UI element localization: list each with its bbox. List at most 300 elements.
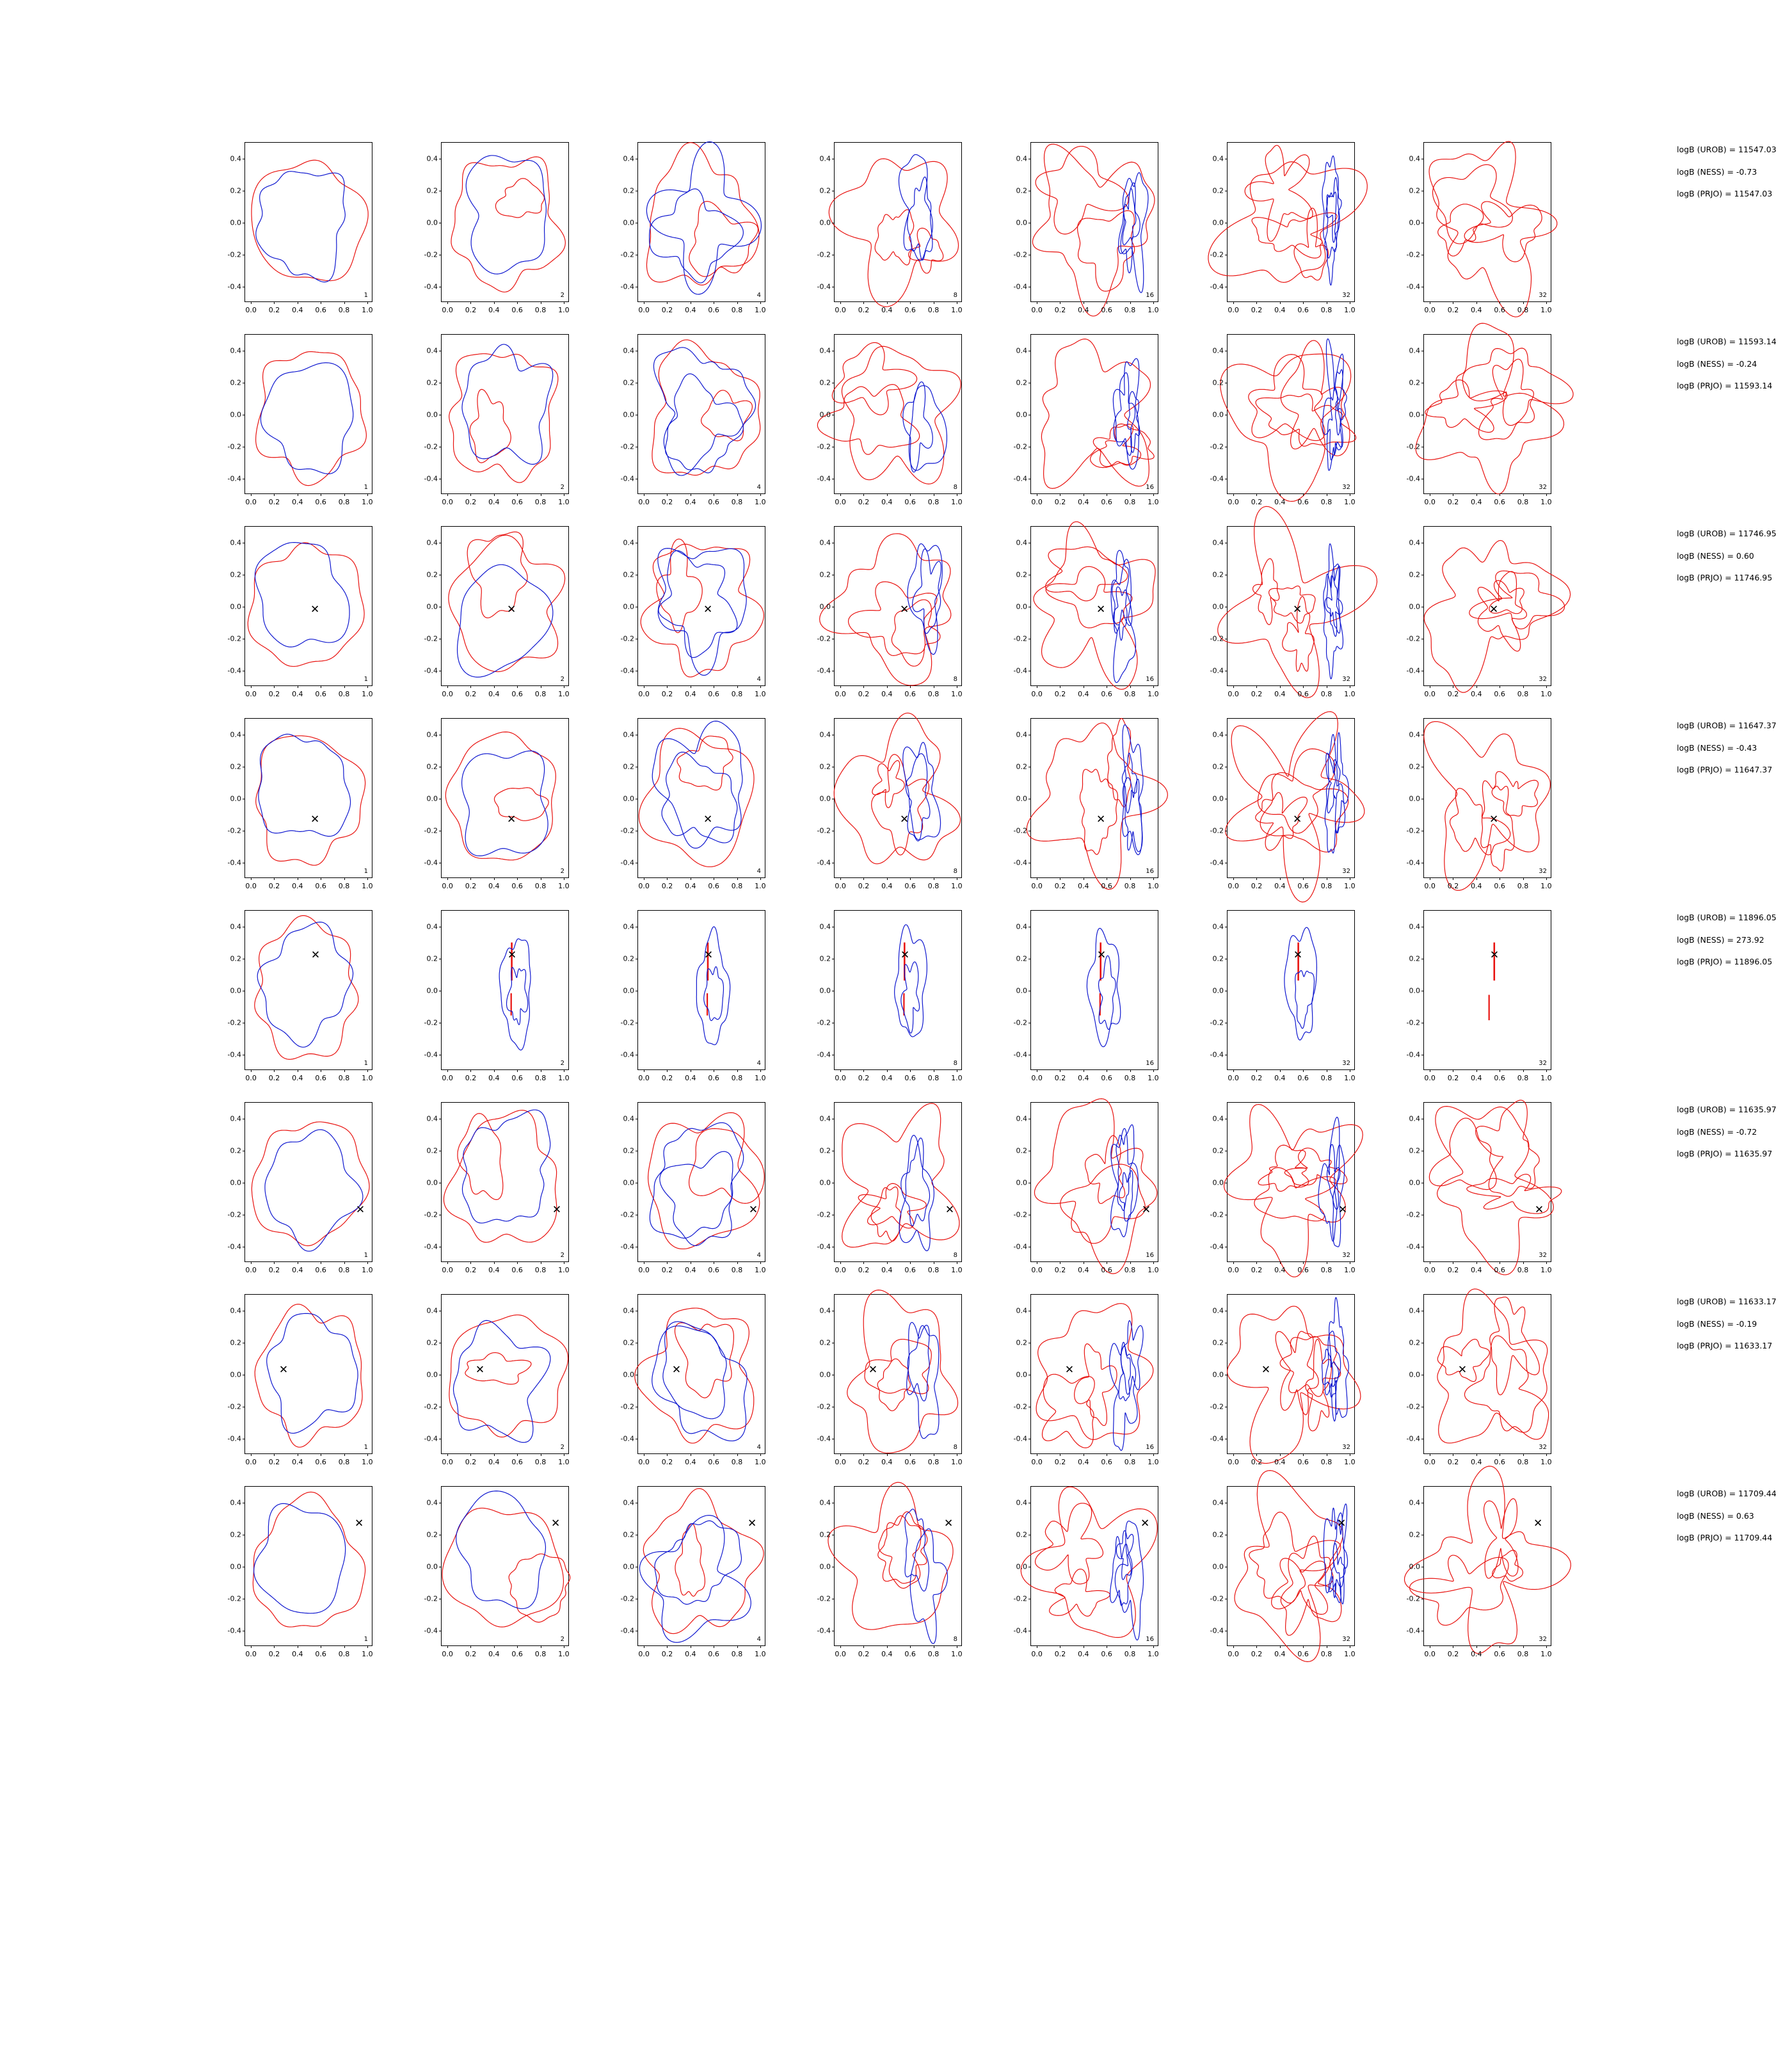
contour-panel[interactable] [604,710,774,896]
y-axis-tick-label: -0.4 [620,474,634,483]
contour-panel[interactable] [801,902,970,1088]
contour-panel[interactable] [801,518,970,704]
x-axis-tick-label: 0.2 [1251,1266,1263,1274]
y-axis-tick-label: -0.4 [227,1626,241,1635]
x-axis-tick-label: 1.0 [951,882,963,890]
x-axis-tick-label: 0.8 [1517,498,1529,506]
panel-axes [1013,1102,1159,1274]
x-axis-tick-label: 0.2 [1054,690,1066,698]
x-axis-tick-mark [251,1069,252,1072]
x-axis-tick-label: 0.8 [1320,1266,1332,1274]
x-axis-tick-label: 0.4 [881,1074,893,1082]
contour-panel[interactable] [408,134,577,320]
x-axis-tick-label: 1.0 [755,1266,766,1274]
contour-panel[interactable] [1390,902,1560,1088]
panel-axes [1406,526,1552,698]
x-axis-tick-label: 0.0 [1031,1074,1043,1082]
contour-panel[interactable] [211,902,381,1088]
x-axis-tick-label: 1.0 [951,690,963,698]
data-marker-x: ✕ [355,1203,365,1216]
y-axis-tick-label: -0.4 [424,474,438,483]
x-axis-tick-mark [274,301,275,304]
x-axis-tick-label: 0.2 [858,1266,870,1274]
x-axis-tick-label: 0.0 [1424,306,1436,314]
contour-panel[interactable] [211,1094,381,1280]
y-axis-tick-label: 0.2 [1409,1146,1420,1155]
contour-panel[interactable] [997,902,1167,1088]
x-axis-tick-mark [494,1261,495,1264]
contour-lines [1031,335,1158,493]
contour-panel[interactable] [997,710,1167,896]
x-axis-tick-label: 0.4 [685,1458,696,1466]
panel-axes [817,526,963,698]
contour-lines [835,335,961,493]
y-axis-tick-label: -0.4 [424,666,438,675]
y-axis-tick-label: -0.2 [1013,1210,1027,1219]
x-axis-tick-mark [1153,1453,1154,1456]
contour-panel[interactable] [997,1286,1167,1472]
log-bayes-factor-text: logB (UROB) = 11709.44 [1677,1489,1777,1498]
panel-component-count: 32 [1539,676,1547,683]
x-axis-tick-mark [470,877,471,880]
x-axis-tick-label: 0.4 [1078,1650,1089,1658]
x-axis-tick-label: 0.4 [1471,498,1482,506]
log-bayes-factor-text: logB (UROB) = 11633.17 [1677,1297,1777,1306]
x-axis-tick-mark [737,301,738,304]
y-axis-tick-label: 0.0 [1212,1562,1224,1571]
contour-panel[interactable] [997,134,1167,320]
y-axis-tick-label: -0.2 [620,442,634,451]
contour-panel[interactable] [604,1286,774,1472]
x-axis-tick-mark [1523,1453,1524,1456]
y-axis-tick-label: 0.2 [230,186,241,195]
x-axis-tick-label: 0.0 [1424,1458,1436,1466]
contour-panel[interactable] [211,710,381,896]
x-axis-tick-label: 0.6 [708,1074,719,1082]
panel-component-count: 8 [953,484,957,491]
contour-panel[interactable] [408,1478,577,1664]
y-axis-tick-label: 0.2 [1409,1338,1420,1347]
x-axis-tick-mark [251,877,252,880]
contour-panel[interactable] [1194,326,1363,512]
contour-panel[interactable] [408,1094,577,1280]
x-axis-tick-mark [1523,493,1524,496]
x-axis-tick-label: 0.8 [338,306,350,314]
x-axis-tick-label: 0.4 [1274,1266,1286,1274]
contour-panel[interactable] [801,1478,970,1664]
contour-panel[interactable] [801,1094,970,1280]
contour-lines [245,1487,372,1645]
x-axis-tick-mark [1130,493,1131,496]
x-axis-tick-label: 0.6 [708,690,719,698]
x-axis-tick-mark [667,1069,668,1072]
panel-component-count: 2 [560,1252,564,1259]
data-marker-x: ✕ [1489,603,1499,616]
x-axis-tick-label: 1.0 [951,1650,963,1658]
x-axis-tick-label: 0.0 [1031,882,1043,890]
y-axis-tick-label: 0.2 [1409,186,1420,195]
y-axis-tick-label: 0.4 [426,1114,438,1123]
contour-panel[interactable] [801,710,970,896]
x-axis-tick-label: 0.8 [534,1650,547,1658]
contour-panel[interactable] [801,326,970,512]
data-marker-x: ✕ [1338,1203,1348,1216]
log-bayes-factor-text: logB (UROB) = 11593.14 [1677,337,1777,346]
panel-component-count: 4 [756,484,761,491]
x-axis-tick-mark [1303,1261,1304,1264]
contour-panel[interactable] [604,326,774,512]
x-axis-tick-mark [737,877,738,880]
y-axis-tick-label: 0.2 [1409,378,1420,387]
contour-lines [638,143,765,301]
x-axis-tick-label: 0.6 [1101,498,1112,506]
contour-panel[interactable] [997,1094,1167,1280]
x-axis-tick-label: 1.0 [1344,1650,1356,1658]
y-axis-tick-label: 0.0 [623,986,634,995]
x-axis-tick-label: 0.2 [661,498,673,506]
contour-panel[interactable] [1390,1286,1560,1472]
x-axis-tick-label: 1.0 [558,306,570,314]
contour-panel[interactable] [604,518,774,704]
x-axis-tick-label: 1.0 [1148,1074,1159,1082]
y-axis-tick-label: 0.0 [623,1562,634,1571]
contour-lines [1228,527,1354,685]
panel-axes [1210,334,1356,506]
x-axis-tick-label: 0.4 [488,1266,500,1274]
x-axis-tick-label: 0.0 [1228,1650,1239,1658]
panel-axes [1406,1486,1552,1658]
x-axis-tick-mark [470,1069,471,1072]
panel-axes [817,142,963,314]
contour-panel[interactable] [1390,1478,1560,1664]
contour-panel[interactable] [604,1094,774,1280]
x-axis-tick-label: 0.4 [1078,498,1089,506]
x-axis-tick-label: 0.4 [292,1074,303,1082]
x-axis-tick-label: 0.2 [1447,498,1459,506]
x-axis-tick-mark [1546,1069,1547,1072]
panel-component-count: 32 [1539,1060,1547,1067]
panel-component-count: 32 [1539,292,1547,299]
contour-panel[interactable] [1194,710,1363,896]
log-bayes-factor-text: logB (NESS) = 0.63 [1677,1510,1754,1521]
contour-panel[interactable] [801,1286,970,1472]
x-axis-tick-label: 0.0 [245,1266,257,1274]
x-axis-tick-mark [367,1645,368,1648]
x-axis-tick-label: 0.4 [881,882,893,890]
contour-panel[interactable] [211,1478,381,1664]
x-axis-tick-mark [1476,301,1477,304]
y-axis-tick-label: 0.0 [623,218,634,227]
data-marker-x: ✕ [1292,603,1302,616]
y-axis-tick-label: 0.4 [230,1498,241,1507]
x-axis-tick-mark [910,1645,911,1648]
data-marker-x: ✕ [671,1363,682,1376]
contour-panel[interactable] [1194,1478,1363,1664]
x-axis-tick-label: 0.8 [927,882,940,890]
contour-panel[interactable] [1390,134,1560,320]
x-axis-tick-label: 0.0 [442,882,453,890]
y-axis-tick-label: -0.4 [1406,1626,1420,1635]
contour-panel[interactable] [1194,134,1363,320]
data-marker-x: ✕ [310,603,320,616]
x-axis-tick-mark [840,1645,841,1648]
y-axis-tick-label: -0.4 [1013,1242,1027,1251]
x-axis-tick-mark [1256,301,1257,304]
y-axis-tick-label: 0.2 [1212,1146,1224,1155]
x-axis-tick-label: 0.6 [1297,1266,1309,1274]
contour-panel[interactable] [1194,1286,1363,1472]
x-axis-tick-mark [1523,1261,1524,1264]
y-axis-tick-label: 0.2 [230,570,241,579]
contour-panel[interactable] [604,134,774,320]
y-axis-tick-label: 0.2 [1409,570,1420,579]
x-axis-tick-label: 0.0 [1031,1650,1043,1658]
x-axis-tick-label: 0.4 [685,498,696,506]
y-axis-tick-label: -0.2 [424,442,438,451]
y-axis-tick-label: 0.0 [1212,986,1224,995]
panel-axes [620,334,766,506]
x-axis-tick-label: 0.4 [488,690,500,698]
y-axis-tick-label: -0.4 [817,1050,831,1059]
log-bayes-factor-text: logB (NESS) = 273.92 [1677,934,1764,945]
y-axis-tick-label: 0.2 [1016,1530,1027,1539]
y-axis-tick-label: -0.4 [1406,1242,1420,1251]
x-axis-tick-mark [470,685,471,688]
contour-lines [1424,911,1551,1069]
x-axis-tick-label: 0.2 [1447,1650,1459,1658]
panel-component-count: 4 [756,868,761,875]
x-axis-tick-mark [887,685,888,688]
y-axis-tick-label: -0.2 [227,1210,241,1219]
x-axis-tick-label: 1.0 [1344,882,1356,890]
panel-row [211,518,1677,710]
panel-axes [1013,1486,1159,1658]
x-axis-tick-label: 1.0 [362,306,373,314]
contour-panel[interactable] [408,326,577,512]
y-axis-tick-label: -0.4 [424,282,438,291]
x-axis-tick-label: 0.6 [1297,690,1309,698]
x-axis-tick-mark [910,1261,911,1264]
y-axis-tick-label: 0.2 [819,378,831,387]
y-axis-tick-label: 0.2 [1212,1530,1224,1539]
panel-row [211,902,1677,1094]
contour-panel[interactable] [211,326,381,512]
y-axis-tick-label: 0.2 [1409,954,1420,963]
contour-panel[interactable] [211,1286,381,1472]
y-axis-tick-label: -0.2 [620,250,634,259]
data-marker-x: ✕ [748,1203,758,1216]
x-axis-tick-mark [1153,1261,1154,1264]
row-annotation-block [1677,1490,1792,1556]
x-axis-tick-label: 0.6 [315,882,326,890]
x-axis-tick-label: 0.0 [1424,690,1436,698]
panel-axes [1013,910,1159,1082]
data-marker-x: ✕ [310,813,320,826]
panel-axes [620,1294,766,1466]
x-axis-tick-mark [887,301,888,304]
panel-component-count: 4 [756,1060,761,1067]
data-marker-x: ✕ [1534,1203,1544,1216]
contour-lines [1424,1487,1551,1645]
x-axis-tick-mark [494,493,495,496]
contour-panel[interactable] [997,1478,1167,1664]
x-axis-tick-label: 0.2 [1054,306,1066,314]
x-axis-tick-label: 0.6 [1297,1458,1309,1466]
contour-lines [442,719,568,877]
x-axis-tick-mark [760,301,761,304]
contour-panel[interactable] [1390,326,1560,512]
x-axis-tick-label: 0.4 [1471,306,1482,314]
row-annotation-block [1677,530,1792,596]
contour-panel[interactable] [211,518,381,704]
contour-panel[interactable] [211,134,381,320]
y-axis-tick-label: 0.4 [1016,346,1027,355]
contour-panel[interactable] [801,134,970,320]
x-axis-tick-label: 0.8 [927,306,940,314]
x-axis-tick-mark [1130,1453,1131,1456]
x-axis-tick-mark [863,493,864,496]
contour-panel[interactable] [1194,902,1363,1088]
y-axis-tick-label: -0.4 [424,1626,438,1635]
contour-panel[interactable] [604,902,774,1088]
panel-axes [227,334,373,506]
contour-panel[interactable] [408,1286,577,1472]
contour-lines [835,911,961,1069]
x-axis-tick-label: 0.8 [534,882,547,890]
contour-panel[interactable] [1390,518,1560,704]
y-axis-tick-label: -0.2 [817,1594,831,1603]
x-axis-tick-label: 1.0 [1344,1458,1356,1466]
contour-panel[interactable] [408,518,577,704]
y-axis-tick-label: 0.2 [426,762,438,771]
panel-component-count: 2 [560,1444,564,1451]
contour-lines [638,719,765,877]
y-axis-tick-label: -0.2 [817,1210,831,1219]
x-axis-tick-label: 0.0 [442,1074,453,1082]
panel-component-count: 16 [1146,868,1154,875]
y-axis-tick-label: 0.0 [1409,986,1420,995]
x-axis-tick-mark [470,1453,471,1456]
y-axis-tick-label: 0.2 [1016,762,1027,771]
data-marker-x: ✕ [1140,1517,1150,1530]
contour-panel[interactable] [1390,710,1560,896]
y-axis-tick-label: 0.4 [623,346,634,355]
x-axis-tick-mark [367,1261,368,1264]
x-axis-tick-mark [1130,301,1131,304]
x-axis-tick-label: 0.2 [268,882,280,890]
x-axis-tick-label: 0.0 [638,882,650,890]
y-axis-tick-label: 0.0 [426,1178,438,1187]
panel-row [211,326,1677,518]
contour-panel[interactable] [1390,1094,1560,1280]
x-axis-tick-label: 0.4 [881,1650,893,1658]
x-axis-tick-label: 0.8 [1124,1266,1136,1274]
contour-lines [835,719,961,877]
y-axis-tick-label: -0.2 [620,1210,634,1219]
x-axis-tick-mark [1546,877,1547,880]
x-axis-tick-label: 0.0 [1031,498,1043,506]
contour-panel[interactable] [408,710,577,896]
contour-panel[interactable] [997,518,1167,704]
x-axis-tick-label: 1.0 [558,1650,570,1658]
x-axis-tick-mark [1256,877,1257,880]
x-axis-tick-label: 0.8 [731,1074,743,1082]
x-axis-tick-mark [1280,1645,1281,1648]
panel-component-count: 1 [364,676,368,683]
x-axis-tick-label: 0.6 [511,1074,523,1082]
x-axis-tick-label: 0.4 [881,1458,893,1466]
panel-component-count: 1 [364,868,368,875]
y-axis-tick-label: 0.2 [819,1530,831,1539]
y-axis-tick-label: 0.2 [426,954,438,963]
y-axis-tick-label: 0.2 [1409,762,1420,771]
contour-lines [1228,1487,1354,1645]
y-axis-tick-label: -0.2 [424,634,438,643]
x-axis-tick-label: 0.0 [1228,1458,1239,1466]
panel-axes [817,1102,963,1274]
x-axis-tick-mark [1233,1069,1234,1072]
x-axis-tick-label: 0.4 [1274,498,1286,506]
x-axis-tick-label: 0.0 [1228,1074,1239,1082]
contour-panel[interactable] [408,902,577,1088]
y-axis-tick-label: -0.4 [1406,1050,1420,1059]
x-axis-tick-mark [887,1261,888,1264]
y-axis-tick-label: 0.0 [623,410,634,419]
x-axis-tick-mark [1233,493,1234,496]
x-axis-tick-mark [737,1069,738,1072]
data-marker-x: ✕ [1489,813,1499,826]
contour-panel[interactable] [1194,518,1363,704]
y-axis-tick-label: -0.2 [1013,634,1027,643]
x-axis-tick-mark [737,685,738,688]
x-axis-tick-label: 0.0 [1031,1458,1043,1466]
data-marker-x: ✕ [1141,1203,1151,1216]
panel-axes [424,910,570,1082]
x-axis-tick-label: 0.0 [1424,1074,1436,1082]
panel-axes [1013,526,1159,698]
x-axis-tick-label: 0.6 [904,498,916,506]
x-axis-tick-mark [1546,1261,1547,1264]
data-marker-x: ✕ [944,1517,954,1530]
contour-panel[interactable] [1194,1094,1363,1280]
data-marker-x: ✕ [1064,1363,1075,1376]
y-axis-tick-label: 0.4 [230,1114,241,1123]
panel-component-count: 16 [1146,1060,1154,1067]
x-axis-tick-label: 0.4 [685,306,696,314]
x-axis-tick-label: 0.0 [1031,306,1043,314]
panel-component-count: 32 [1539,1636,1547,1643]
row-annotation-block [1677,1106,1792,1172]
contour-panel[interactable] [997,326,1167,512]
y-axis-tick-label: 0.0 [623,1370,634,1379]
y-axis-tick-label: -0.4 [1406,666,1420,675]
x-axis-tick-label: 0.6 [1101,1650,1112,1658]
y-axis-tick-label: 0.2 [623,378,634,387]
x-axis-tick-label: 0.8 [927,1074,940,1082]
x-axis-tick-label: 0.4 [1274,1074,1286,1082]
y-axis-tick-label: 0.0 [1016,1178,1027,1187]
x-axis-tick-mark [910,301,911,304]
x-axis-tick-label: 0.2 [1251,690,1263,698]
contour-lines [1031,911,1158,1069]
panel-component-count: 8 [953,1060,957,1067]
y-axis-tick-label: 0.2 [230,762,241,771]
x-axis-tick-mark [863,1069,864,1072]
x-axis-tick-mark [863,301,864,304]
y-axis-tick-label: 0.2 [819,762,831,771]
contour-panel[interactable] [604,1478,774,1664]
y-axis-tick-label: 0.2 [1212,762,1224,771]
